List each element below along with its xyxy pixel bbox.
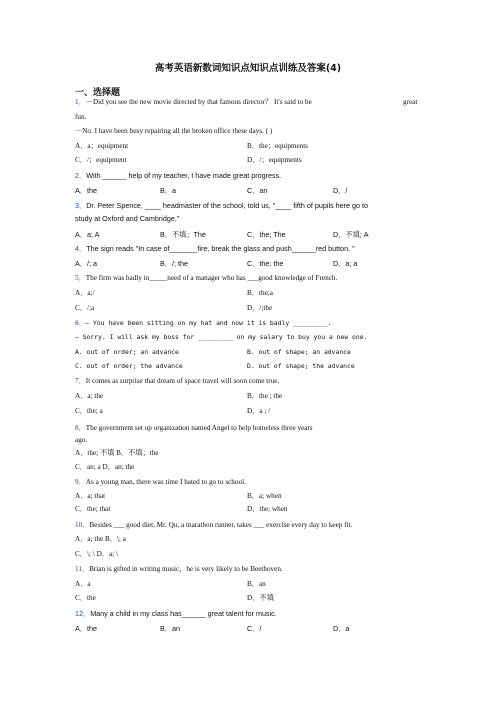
options-row: C．\; \ D．a; \ [75, 550, 118, 558]
option-a: A．/; a [75, 259, 97, 268]
option-a: A．a; the [75, 392, 104, 400]
option-a: A. out of order; an advance [75, 348, 179, 356]
question-text: The firm was badly in_____need of a manager who has ___good knowledge of French. [85, 274, 338, 282]
question-8 [75, 424, 313, 433]
option-d: D．a ; / [247, 407, 271, 415]
option-d: D．/；equipments [247, 156, 302, 164]
question-text: Brian is gifted in writing music，he is very likely to be Beethoven. [89, 565, 283, 573]
option-d: D．/ [333, 186, 348, 195]
question-text: Besides ___ good diet, Mr. Qu, a marathon runner, takes ___ exercise every day to keep fit. [89, 521, 353, 529]
option-b: B. out of shape; an advance [247, 348, 351, 356]
options-row: A．a; the B．\; a [75, 535, 126, 543]
question-text: Dr. Peter Spence, ____ headmaster of the school, told us, "____ fifth of pupils here go to [86, 201, 369, 210]
question-text: Many a child in my class has______ great talent for music. [90, 609, 277, 618]
option-c: C．the [75, 594, 96, 602]
question-number: 9． [75, 478, 86, 486]
question-6 [75, 319, 332, 328]
question-text-cont: fun. [75, 113, 87, 121]
question-text: As a young man, there was time I hated to go to school. [85, 478, 246, 486]
section-heading: 一、选择题 [75, 88, 121, 98]
question-10 [75, 521, 352, 530]
option-a: A．a；equipment [75, 142, 129, 150]
option-c: C．/ [247, 624, 262, 633]
question-text: With ______ help of my teacher, I have made great progress. [86, 171, 282, 180]
question-text-cont: study at Oxford and Cambridge." [75, 214, 180, 223]
question-number: 1． [75, 98, 86, 106]
option-b: B．/; the [160, 259, 188, 268]
question-text-cont: — Sorry. I will ask my boss for _________ on my salary to buy you a new one. [75, 333, 368, 341]
option-d: D．不填 [247, 594, 274, 602]
question-number: 4． [75, 244, 87, 253]
question-number: 10． [75, 521, 90, 529]
option-b: B．the；equipments [247, 142, 309, 150]
question-number: 2． [75, 171, 87, 180]
option-b: B．不填；The [160, 230, 206, 239]
option-c: C．the; The [247, 230, 286, 239]
question-text: It comes as surprise that dream of space travel will soon come true. [85, 377, 280, 385]
question-number: 11． [75, 565, 90, 573]
option-c: C．/;a [75, 304, 95, 312]
question-text: The government set up organization named Angel to help homeless three years [85, 424, 313, 432]
question-number: 12． [75, 609, 91, 618]
option-b: B．an [160, 624, 180, 633]
question-12 [75, 609, 277, 618]
option-b: B．a [160, 186, 176, 195]
option-a: A．a;/ [75, 289, 95, 297]
question-number: 6． [75, 319, 86, 327]
question-text-cont: ago. [75, 436, 88, 444]
option-d: D．a; a [333, 259, 358, 268]
option-b: B．the ; the [247, 392, 283, 400]
question-3 [75, 201, 368, 210]
question-4 [75, 244, 355, 253]
question-text-end: great [403, 98, 418, 106]
question-1 [75, 98, 312, 107]
option-b: B．a; when [247, 492, 282, 500]
option-c: C．the; the [247, 259, 284, 268]
option-d: D．不填; A [333, 230, 369, 239]
question-text: The sign reads "In case of_______fire, break the glass and push______red button. " [86, 244, 355, 253]
option-d: D. out of shape; the advance [247, 362, 355, 370]
question-text: －Did you see the new movie directed by that famous director？ It's said to be [85, 98, 312, 106]
option-c: C. out of order; the advance [75, 362, 183, 370]
option-c: C．/；equipment [75, 156, 127, 164]
option-a: A．a; that [75, 492, 106, 500]
question-number: 3． [75, 201, 87, 210]
option-b: B．an [247, 580, 266, 588]
question-text-cont: －No. I have been busy repairing all the broken office these days. ( ) [75, 127, 273, 135]
question-5 [75, 274, 337, 283]
option-c: C．the; a [75, 407, 103, 415]
option-a: A．the [75, 624, 97, 633]
option-b: B．the;a [247, 289, 273, 297]
question-number: 7． [75, 377, 86, 385]
option-d: D．the; when [247, 505, 288, 513]
question-number: 5． [75, 274, 86, 282]
option-a: A．a; A [75, 230, 100, 239]
option-c: C．the; that [75, 505, 111, 513]
question-number: 8． [75, 424, 86, 432]
option-d: D．a [333, 624, 350, 633]
question-11 [75, 565, 283, 574]
page-title: 高考英语新数词知识点知识点训练及答案(4) [154, 63, 342, 74]
question-2 [75, 171, 281, 180]
option-a: A．the [75, 186, 97, 195]
option-a: A．a [75, 580, 91, 588]
options-row: A．the; 不填 B．不填；the [75, 449, 159, 457]
option-d: D．/;the [247, 304, 273, 312]
options-row: C．an; a D．an; the [75, 463, 135, 471]
question-7 [75, 377, 279, 386]
option-c: C．an [247, 186, 268, 195]
question-9 [75, 478, 246, 487]
question-text: — You have been sitting on my hat and now it is badly _________. [85, 319, 332, 327]
